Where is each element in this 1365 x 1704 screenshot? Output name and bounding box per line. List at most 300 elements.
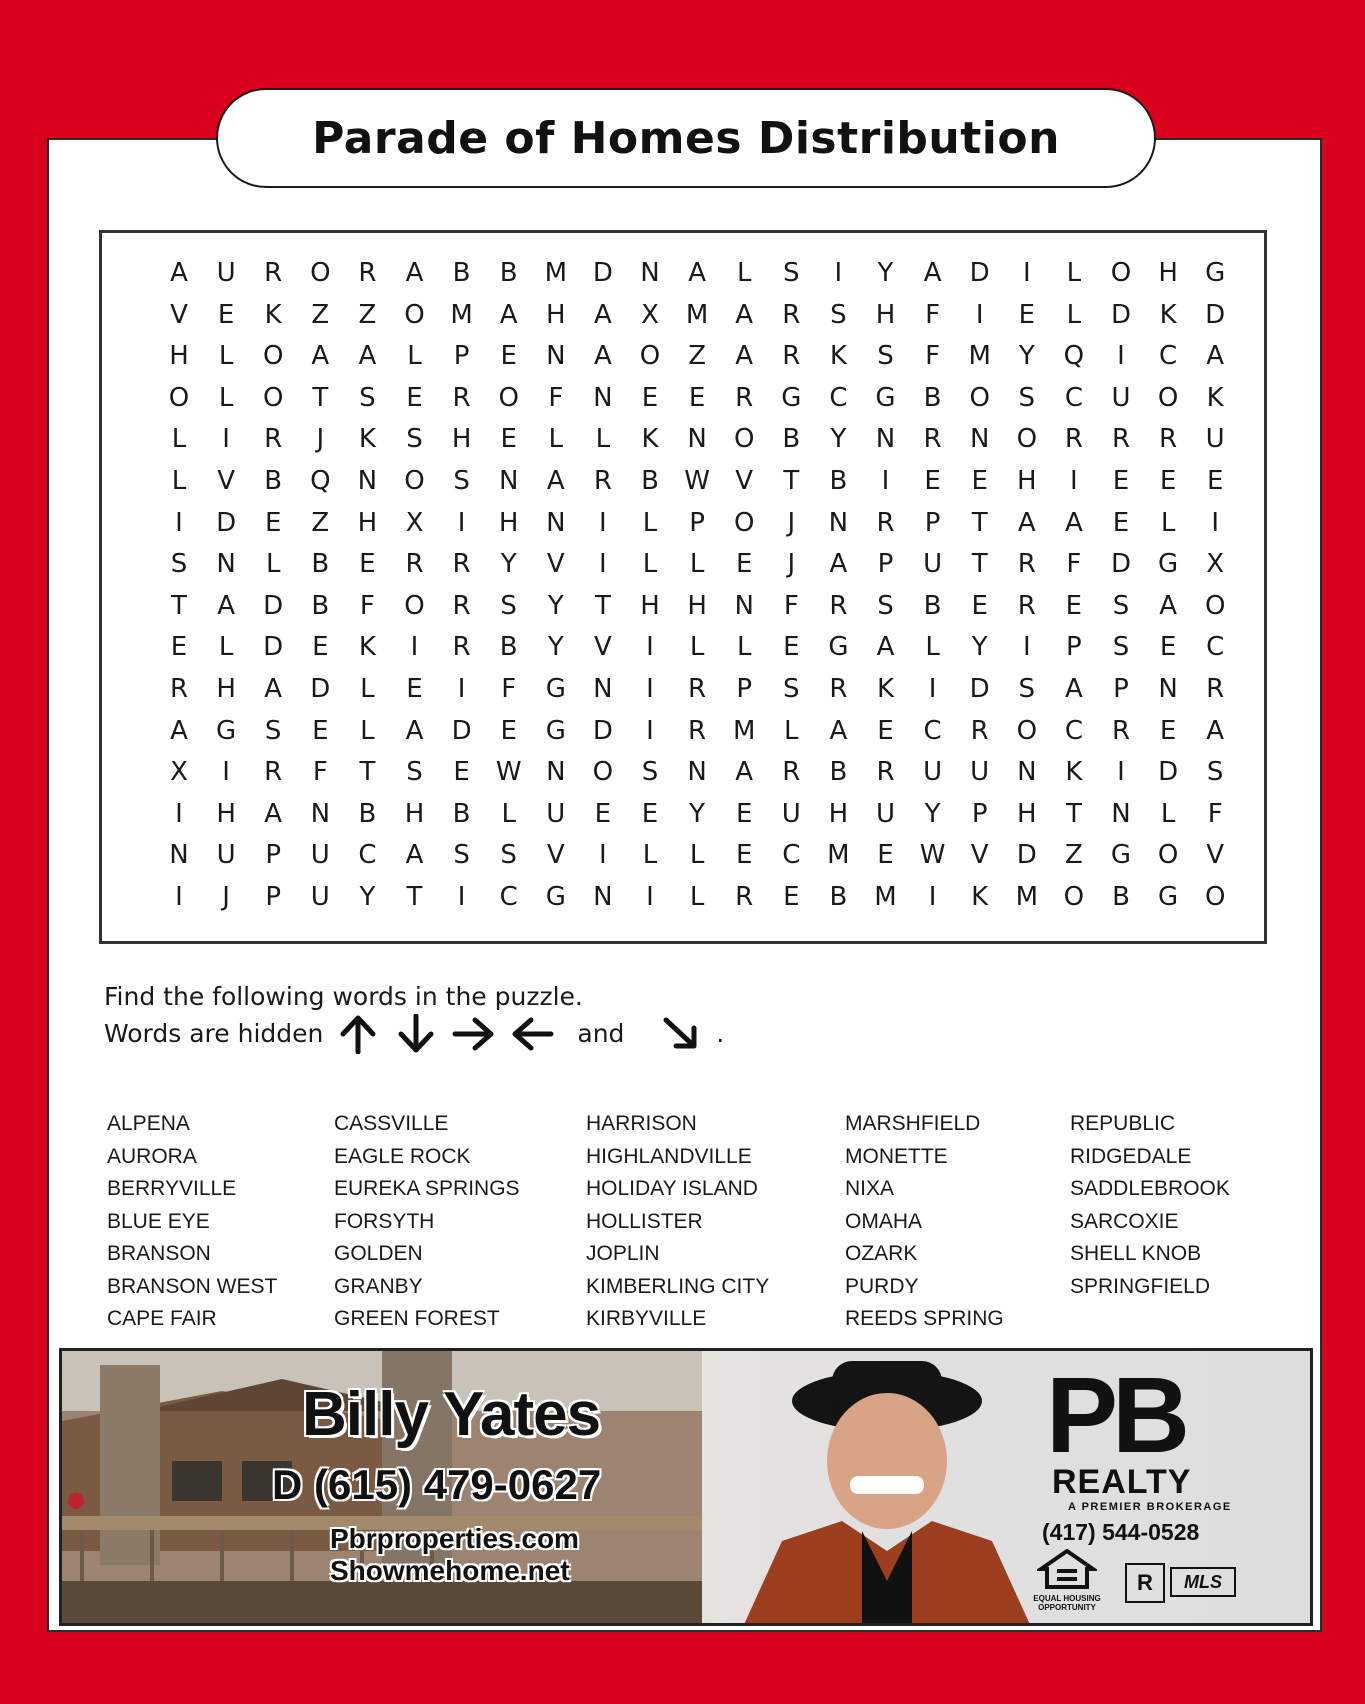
grid-letter: E (1159, 632, 1177, 663)
grid-letter: L (642, 549, 658, 580)
grid-letter: A (405, 715, 424, 746)
grid-letter: A (829, 549, 848, 580)
grid-letter: O (1157, 840, 1179, 871)
grid-letter: J (222, 882, 230, 912)
grid-letter: A (499, 299, 518, 330)
grid-letter: P (1113, 674, 1129, 704)
grid-letter: B (452, 798, 471, 829)
grid-letter: K (358, 424, 376, 455)
grid-letter: L (689, 840, 705, 871)
grid-letter: O (969, 382, 990, 413)
grid-letter: R (1017, 549, 1036, 580)
grid-letter: G (545, 882, 566, 912)
brokerage-phone: (417) 544-0528 (1042, 1519, 1200, 1545)
grid-letter: S (1206, 757, 1224, 788)
grid-letter: L (548, 424, 564, 455)
grid-letter: N (216, 549, 236, 580)
grid-letter: A (923, 258, 942, 288)
grid-row (102, 295, 1264, 336)
grid-letter: M (827, 840, 850, 871)
grid-letter: E (217, 299, 235, 330)
instructions-line-1: Find the following words in the puzzle. (104, 982, 583, 1011)
grid-letter: D (263, 632, 284, 663)
grid-letter: U (875, 798, 896, 829)
grid-letter: I (1211, 507, 1220, 538)
grid-letter: G (1158, 549, 1179, 580)
realtor-ad-banner (59, 1348, 1313, 1626)
grid-row (102, 544, 1264, 585)
grid-letter: I (175, 507, 183, 538)
grid-letter: B (264, 466, 283, 496)
grid-letter: E (1112, 466, 1130, 496)
grid-letter: B (782, 424, 801, 455)
brokerage-tagline: A PREMIER BROKERAGE (1068, 1501, 1232, 1513)
grid-letter: N (310, 798, 331, 829)
agent-photo (722, 1351, 1052, 1626)
grid-letter: A (170, 715, 188, 746)
grid-letter: I (928, 882, 937, 912)
grid-letter: C (1064, 382, 1083, 413)
grid-letter: H (546, 299, 566, 330)
grid-letter: B (641, 466, 659, 496)
grid-letter: Z (311, 299, 330, 330)
instructions-and: and (577, 1019, 625, 1048)
word-list-item: KIMBERLING CITY (586, 1274, 770, 1298)
grid-letter: I (222, 757, 230, 788)
word-column (334, 1108, 520, 1336)
grid-letter: U (216, 258, 236, 288)
grid-letter: U (1205, 424, 1225, 455)
grid-letter: G (1158, 882, 1179, 912)
grid-letter: Y (689, 798, 706, 829)
grid-letter: L (407, 341, 422, 372)
grid-letter: H (357, 507, 378, 538)
grid-letter: R (358, 258, 377, 288)
grid-letter: I (834, 258, 843, 288)
grid-letter: D (1110, 549, 1132, 580)
grid-row (102, 253, 1264, 294)
grid-letter: A (1017, 507, 1036, 538)
grid-letter: Q (1063, 341, 1085, 372)
grid-letter: N (593, 382, 613, 413)
grid-letter: T (1065, 798, 1082, 829)
grid-letter: S (170, 549, 188, 580)
grid-letter: Z (1064, 840, 1083, 871)
grid-letter: E (594, 798, 612, 829)
grid-letter: R (688, 715, 707, 746)
word-list-item: BLUE EYE (107, 1209, 210, 1233)
grid-letter: A (593, 341, 612, 372)
grid-letter: N (828, 507, 849, 538)
grid-letter: D (1205, 299, 1226, 330)
word-list-item: GOLDEN (334, 1242, 423, 1265)
grid-letter: R (829, 674, 848, 704)
grid-letter: O (1063, 882, 1085, 912)
grid-letter: X (170, 757, 188, 788)
grid-letter: R (1111, 424, 1131, 455)
grid-letter: O (404, 466, 425, 496)
grid-letter: H (875, 299, 896, 330)
grid-letter: A (1206, 715, 1225, 746)
grid-letter: B (452, 258, 471, 288)
grid-letter: L (1160, 798, 1176, 829)
grid-letter: R (405, 549, 424, 580)
grid-letter: I (222, 424, 230, 455)
grid-letter: G (216, 715, 237, 746)
grid-letter: F (312, 757, 328, 788)
grid-letter: S (406, 424, 423, 455)
instructions (104, 980, 724, 1054)
grid-letter: R (876, 507, 895, 538)
grid-row (102, 669, 1264, 710)
grid-letter: L (218, 382, 234, 413)
grid-letter: E (641, 382, 659, 413)
grid-row (102, 336, 1264, 377)
grid-letter: H (1017, 466, 1037, 496)
grid-letter: Y (547, 590, 564, 621)
grid-letter: O (498, 382, 519, 413)
grid-letter: O (1204, 590, 1226, 621)
grid-letter: R (593, 466, 612, 496)
grid-letter: K (829, 341, 847, 372)
grid-letter: N (1111, 798, 1131, 829)
grid-letter: L (1066, 299, 1082, 330)
grid-letter: N (357, 466, 378, 496)
grid-letter: H (828, 798, 849, 829)
grid-letter: V (546, 549, 565, 580)
grid-letter: Q (310, 466, 331, 496)
grid-letter: I (928, 674, 937, 704)
grid-letter: N (687, 424, 707, 455)
grid-letter: E (500, 341, 517, 372)
grid-letter: G (875, 382, 896, 413)
grid-letter: E (1159, 466, 1177, 496)
agent-website-1[interactable]: Pbrproperties.com (330, 1523, 579, 1554)
grid-letter: A (311, 341, 330, 372)
grid-letter: H (451, 424, 472, 455)
word-list-item: REPUBLIC (1070, 1112, 1176, 1135)
grid-letter: E (453, 757, 470, 788)
grid-row (102, 586, 1264, 627)
agent-phone: D (615) 479-0627 (272, 1461, 602, 1508)
grid-row (102, 503, 1264, 544)
grid-letter: K (1159, 299, 1177, 330)
grid-row (102, 835, 1264, 876)
grid-letter: S (359, 382, 376, 413)
grid-letter: U (970, 757, 990, 788)
grid-letter: J (787, 507, 796, 538)
grid-letter: R (264, 258, 283, 288)
grid-letter: V (735, 466, 754, 496)
grid-letter: M (968, 341, 991, 372)
grid-letter: U (216, 840, 236, 871)
grid-letter: L (642, 840, 658, 871)
grid-letter: C (923, 715, 942, 746)
title-banner (216, 88, 1156, 188)
arrow-right-icon (451, 1014, 497, 1054)
grid-letter: M (1015, 882, 1039, 912)
grid-letter: R (452, 590, 471, 621)
word-list-item: AURORA (107, 1144, 197, 1168)
grid-letter: I (1022, 632, 1031, 663)
grid-letter: S (1018, 674, 1036, 704)
equal-housing-logo (1032, 1549, 1102, 1612)
grid-letter: A (735, 341, 754, 372)
word-list-item: GREEN FOREST (334, 1307, 500, 1330)
grid-letter: R (169, 674, 189, 704)
grid-letter: G (828, 632, 849, 663)
grid-letter: D (216, 507, 237, 538)
grid-letter: E (500, 715, 517, 746)
grid-letter: T (594, 590, 611, 621)
grid-letter: L (218, 632, 234, 663)
grid-letter: H (498, 507, 519, 538)
grid-letter: S (1112, 590, 1130, 621)
grid-letter: P (265, 840, 282, 871)
grid-letter: L (642, 507, 658, 538)
grid-letter: K (1206, 382, 1224, 413)
grid-letter: F (1207, 798, 1223, 829)
grid-letter: Y (359, 882, 376, 912)
grid-letter: T (359, 757, 376, 788)
grid-letter: B (829, 466, 848, 496)
grid-letter: O (404, 590, 425, 621)
grid-letter: A (217, 590, 235, 621)
grid-letter: U (923, 549, 943, 580)
grid-letter: U (310, 882, 330, 912)
grid-letter: N (640, 258, 660, 288)
grid-letter: B (829, 882, 848, 912)
grid-letter: L (595, 424, 611, 455)
grid-letter: D (592, 715, 613, 746)
grid-letter: F (783, 590, 799, 621)
grid-letter: R (923, 424, 942, 455)
grid-letter: E (877, 715, 894, 746)
grid-letter: N (687, 757, 707, 788)
grid-letter: X (405, 507, 424, 538)
grid-letter: E (1018, 299, 1036, 330)
grid-letter: D (1110, 299, 1132, 330)
grid-letter: S (500, 840, 517, 871)
grid-letter: R (688, 674, 707, 704)
equal-housing-icon (1037, 1549, 1097, 1589)
grid-letter: S (641, 757, 659, 788)
grid-letter: L (1160, 507, 1176, 538)
grid-letter: E (1206, 466, 1224, 496)
grid-letter: V (217, 466, 235, 496)
grid-letter: B (499, 632, 518, 663)
grid-letter: L (171, 466, 187, 496)
grid-letter: F (359, 590, 375, 621)
grid-letter: L (360, 674, 375, 704)
grid-letter: R (735, 382, 754, 413)
word-list-item: HOLLISTER (586, 1209, 703, 1233)
grid-letter: S (877, 590, 894, 621)
grid-letter: U (310, 840, 330, 871)
grid-letter: R (782, 757, 801, 788)
grid-letter: A (546, 466, 565, 496)
word-column (586, 1108, 769, 1336)
grid-letter: I (646, 632, 654, 663)
word-list-item: GRANBY (334, 1274, 423, 1298)
word-list-item: CASSVILLE (334, 1112, 449, 1135)
grid-letter: I (410, 632, 419, 663)
word-list-item: NIXA (845, 1177, 895, 1200)
grid-row (102, 794, 1264, 835)
arrow-down-icon (393, 1014, 439, 1054)
grid-letter: Y (500, 549, 517, 580)
grid-letter: R (1017, 590, 1036, 621)
word-list-item: HIGHLANDVILLE (586, 1144, 752, 1168)
grid-letter: E (641, 798, 659, 829)
grid-letter: M (732, 715, 756, 746)
grid-letter: H (687, 590, 707, 621)
grid-letter: K (1065, 757, 1083, 788)
word-list-item: SPRINGFIELD (1070, 1274, 1211, 1298)
grid-letter: J (316, 424, 325, 455)
grid-letter: R (876, 757, 895, 788)
grid-letter: S (877, 341, 894, 372)
grid-letter: P (971, 798, 988, 829)
word-list-item: REEDS SPRING (845, 1307, 1004, 1330)
word-list-item: SHELL KNOB (1070, 1242, 1202, 1265)
grid-letter: L (360, 715, 375, 746)
grid-letter: A (264, 674, 283, 704)
grid-letter: I (457, 882, 466, 912)
grid-letter: L (736, 632, 752, 663)
grid-letter: E (312, 715, 329, 746)
grid-letter: V (593, 632, 612, 663)
grid-letter: H (216, 798, 236, 829)
grid-letter: F (1066, 549, 1082, 580)
grid-letter: S (500, 590, 517, 621)
grid-letter: P (924, 507, 941, 538)
word-list-item: EAGLE ROCK (334, 1144, 471, 1168)
grid-letter: S (453, 466, 470, 496)
grid-letter: I (457, 674, 466, 704)
grid-letter: B (923, 590, 942, 621)
grid-letter: L (689, 882, 705, 912)
grid-letter: O (310, 258, 331, 288)
word-list-item: JOPLIN (586, 1242, 660, 1265)
grid-letter: E (1065, 590, 1083, 621)
realtor-logo: R (1125, 1563, 1165, 1603)
grid-letter: O (733, 507, 755, 538)
grid-letter: C (1206, 632, 1225, 663)
grid-letter: U (923, 757, 943, 788)
grid-letter: O (1110, 258, 1132, 288)
grid-letter: X (641, 299, 659, 330)
grid-letter: L (501, 798, 516, 829)
grid-letter: F (548, 382, 564, 413)
grid-letter: K (358, 632, 376, 663)
word-list-item: HOLIDAY ISLAND (586, 1177, 758, 1200)
grid-letter: H (1158, 258, 1178, 288)
grid-row (102, 419, 1264, 460)
grid-letter: E (170, 632, 188, 663)
grid-letter: Y (547, 632, 564, 663)
grid-letter: E (783, 882, 800, 912)
grid-letter: L (784, 715, 799, 746)
grid-letter: O (1016, 715, 1038, 746)
grid-letter: R (452, 382, 471, 413)
grid-letter: B (358, 798, 377, 829)
grid-letter: L (1066, 258, 1082, 288)
agent-name: Billy Yates (302, 1380, 601, 1449)
grid-letter: U (1111, 382, 1131, 413)
word-list-item: OZARK (845, 1242, 918, 1265)
grid-letter: N (1017, 757, 1037, 788)
grid-letter: D (451, 715, 472, 746)
grid-letter: C (782, 840, 801, 871)
grid-letter: H (169, 341, 189, 372)
grid-letter: Y (971, 632, 988, 663)
grid-letter: A (264, 798, 283, 829)
grid-letter: L (689, 632, 705, 663)
grid-letter: N (1158, 674, 1178, 704)
grid-letter: A (170, 258, 188, 288)
grid-letter: S (406, 757, 423, 788)
grid-letter: V (170, 299, 188, 330)
grid-letter: L (689, 549, 705, 580)
grid-letter: T (971, 507, 988, 538)
word-list-item: EUREKA SPRINGS (334, 1177, 520, 1200)
grid-letter: V (1206, 840, 1225, 871)
grid-letter: L (218, 341, 234, 372)
grid-letter: E (735, 840, 753, 871)
grid-letter: K (641, 424, 659, 455)
grid-letter: F (501, 674, 517, 704)
grid-letter: A (876, 632, 895, 663)
grid-letter: H (404, 798, 425, 829)
grid-letter: D (1158, 757, 1179, 788)
grid-letter: P (689, 507, 705, 538)
grid-letter: K (876, 674, 895, 704)
grid-letter: E (406, 674, 423, 704)
grid-letter: N (169, 840, 189, 871)
grid-letter: G (781, 382, 802, 413)
grid-letter: P (1066, 632, 1082, 663)
grid-letter: O (262, 382, 284, 413)
grid-letter: I (599, 507, 607, 538)
grid-letter: S (783, 674, 800, 704)
instructions-period: . (716, 1019, 725, 1048)
grid-row (102, 711, 1264, 752)
grid-letter: J (787, 549, 796, 580)
grid-letter: A (1064, 507, 1083, 538)
grid-letter: B (829, 757, 848, 788)
grid-letter: A (1206, 341, 1225, 372)
grid-letter: T (406, 882, 423, 912)
grid-row (102, 877, 1264, 918)
grid-letter: A (1159, 590, 1177, 621)
word-column (107, 1108, 277, 1336)
grid-letter: D (969, 258, 990, 288)
word-list-item: SARCOXIE (1070, 1209, 1179, 1233)
agent-website-2[interactable]: Showmehome.net (330, 1555, 570, 1586)
word-list (0, 1108, 1365, 1348)
grid-letter: M (874, 882, 897, 912)
grid-letter: G (545, 715, 566, 746)
grid-letter: A (735, 299, 754, 330)
grid-letter: I (457, 507, 466, 538)
grid-letter: N (734, 590, 754, 621)
grid-letter: T (971, 549, 988, 580)
grid-letter: O (1204, 882, 1226, 912)
word-list-item: RIDGEDALE (1070, 1144, 1192, 1168)
grid-letter: Y (877, 258, 894, 288)
grid-letter: E (500, 424, 517, 455)
